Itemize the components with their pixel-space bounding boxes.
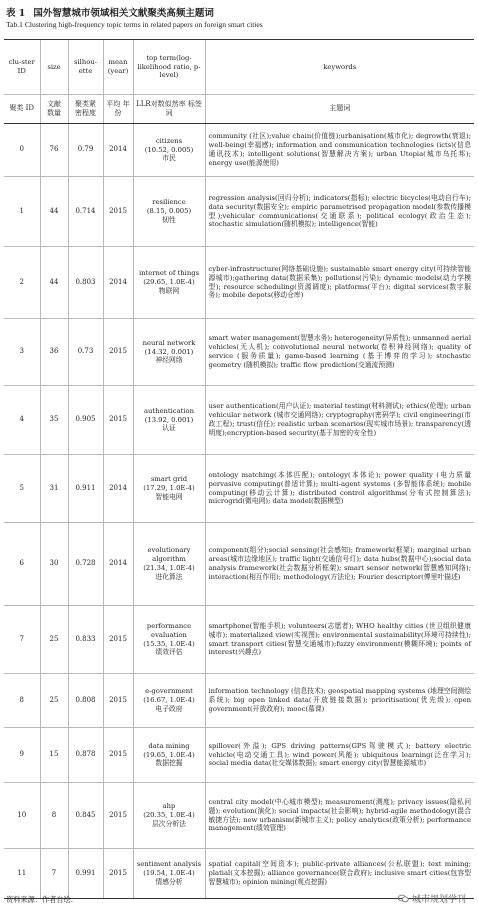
- size-cell: 30: [40, 523, 68, 606]
- watermark-text: 城市规划学刊: [411, 895, 466, 905]
- top-term-zh: 认证: [162, 424, 176, 433]
- top-term-cell: [133, 124, 205, 177]
- size-cell: 25: [40, 606, 68, 674]
- watermark: [398, 892, 466, 905]
- keywords-cell: community (社区);value chain(价值链);urbanisation(城市化); degrowth(衰退); well-being(幸福感); information and communication technologies (icts)(信息通讯技术); intelligent solutions(智慧解决方案); urban Utopia(城市乌托邦); energy use(能源使用): [205, 124, 474, 177]
- top-term-cell: [133, 247, 205, 319]
- size-cell: 36: [40, 319, 68, 386]
- top-term-en: sentiment analysis: [136, 860, 202, 869]
- header-size: size: [40, 40, 68, 95]
- top-term-zh: 进化算法: [155, 572, 183, 581]
- top-term-en: data mining: [148, 741, 190, 750]
- cluster-id-cell: 8: [4, 674, 40, 728]
- cluster-id-cell: 1: [4, 177, 40, 247]
- top-term-zh: 情感分析: [155, 877, 183, 886]
- header-row-en: [4, 40, 474, 95]
- wechat-icon: [398, 894, 409, 903]
- cluster-id-cell: 9: [4, 728, 40, 783]
- top-term-llr: (16.67, 1.0E-4): [143, 696, 195, 705]
- top-term-en: e-government: [145, 687, 193, 696]
- top-term-llr: (20.35, 1.0E-4): [143, 811, 195, 820]
- mean-year-cell: 2015: [103, 728, 133, 783]
- cluster-id-cell: 3: [4, 319, 40, 386]
- table-row: [4, 728, 474, 783]
- cluster-id-cell: 4: [4, 386, 40, 455]
- top-term-cell: [133, 849, 205, 899]
- cluster-id-cell: 0: [4, 124, 40, 177]
- top-term-en: performance evaluation: [146, 621, 192, 639]
- top-term-cell: [133, 523, 205, 606]
- keywords-cell: user authentication(用户认证); material testing(材料测试); ethics(伦理); urban vehicular network (城市交通网络); cryptography(密码学); civil engineering(市政工程); trust(信任); realistic urban scenarios(现实城市场景); transparency(透明度);encryption-based security(基于加密的安全性): [205, 386, 474, 455]
- top-term-en: resilience: [152, 198, 186, 207]
- top-term-cell: [133, 674, 205, 728]
- top-term-llr: (29.65, 1.0E-4): [143, 278, 195, 287]
- top-term-cell: [133, 177, 205, 247]
- header-silhouette: silhou-ette: [68, 40, 103, 95]
- table-number: 表 1: [6, 8, 26, 19]
- keywords-cell: central city model(中心城市模型); measurement(测度); privacy issues(隐私问题); evolution(演化); social impacts(社会影响); hybrid-agile methodology(混合敏捷方法); new urbanism(新城市主义); policy analytics(政策分析); performance management(绩效管理): [205, 783, 474, 849]
- size-cell: 44: [40, 247, 68, 319]
- top-term-en: internet of things: [138, 269, 200, 278]
- header-row-zh: [4, 95, 474, 124]
- size-cell: 44: [40, 177, 68, 247]
- silhouette-cell: 0.73: [68, 319, 103, 386]
- top-term-zh: 物联网: [158, 286, 180, 295]
- table-row: [4, 177, 474, 247]
- keywords-cell: ontology matching(本体匹配); ontology(本体论); power quality (电力质量 pervasive computing(普适计算); multi-agent systems (多智能体系统); mobile computing(移动云计算); distributed control algorithms(分布式控制算法); microgrid(微电网); data model(数据模型): [205, 455, 474, 523]
- top-term-zh: 神经网络: [155, 356, 183, 365]
- mean-year-cell: 2015: [103, 783, 133, 849]
- top-term-en: neural network: [142, 338, 196, 347]
- top-term-en: authentication: [143, 406, 195, 415]
- size-cell: 31: [40, 455, 68, 523]
- header-top-term: top term(log-likelihood ratio, p-level): [133, 40, 205, 95]
- silhouette-cell: 0.991: [68, 849, 103, 899]
- header-keywords-zh: 主题词: [205, 95, 474, 124]
- top-term-en: ahp: [162, 802, 176, 811]
- top-term-zh: 韧性: [162, 215, 176, 224]
- silhouette-cell: 0.714: [68, 177, 103, 247]
- mean-year-cell: 2014: [103, 523, 133, 606]
- header-mean-year-zh: 平均 年份: [103, 95, 133, 124]
- silhouette-cell: 0.808: [68, 674, 103, 728]
- top-term-cell: [133, 455, 205, 523]
- table-row: [4, 783, 474, 849]
- table-row: [4, 523, 474, 606]
- silhouette-cell: 0.79: [68, 124, 103, 177]
- mean-year-cell: 2014: [103, 247, 133, 319]
- size-cell: 15: [40, 728, 68, 783]
- top-term-zh: 绩效评估: [155, 648, 183, 657]
- top-term-llr: (15.35, 1.0E-4): [143, 639, 195, 648]
- top-term-zh: 电子政府: [155, 704, 183, 713]
- table-row: [4, 606, 474, 674]
- top-term-llr: (21.34, 1.0E-4): [143, 564, 195, 572]
- size-cell: 8: [40, 783, 68, 849]
- top-term-zh: 层次分析法: [152, 819, 186, 828]
- keywords-cell: spatial capital(空间资本); public-private alliances(公私联盟); text mining; platial(文本挖掘); alliance governance(联合政府); inclusive smart cities(包容型智慧城市); opinion mining(观点挖掘): [205, 849, 474, 899]
- mean-year-cell: 2015: [103, 606, 133, 674]
- top-term-llr: (14.32, 0.001): [144, 347, 194, 356]
- silhouette-cell: 0.845: [68, 783, 103, 849]
- size-cell: 35: [40, 386, 68, 455]
- top-term-llr: (19.54, 1.0E-4): [143, 869, 195, 878]
- header-cluster-id-zh: 聚类 ID: [4, 95, 40, 124]
- mean-year-cell: 2015: [103, 319, 133, 386]
- cluster-id-cell: 11: [4, 849, 40, 899]
- table-row: [4, 124, 474, 177]
- top-term-llr: (13.92, 0.001): [144, 415, 194, 424]
- table-row: [4, 674, 474, 728]
- cluster-id-cell: 7: [4, 606, 40, 674]
- table-caption-en: Tab.1 Clustering high-frequency topic terms in related papers on foreign smart cities: [6, 20, 263, 29]
- top-term-llr: (8.15, 0.005): [146, 207, 192, 216]
- top-term-llr: (19.65, 1.0E-4): [143, 750, 195, 759]
- cluster-id-cell: 6: [4, 523, 40, 606]
- keywords-cell: spillover(外溢); GPS driving patterns(GPS驾驶模式); battery electric vehicle(电动交通工具); wind power(风能); ubiquitous learning(泛在学习); social media data(社交媒体数据); smart energy city(智慧能源城市): [205, 728, 474, 783]
- table-title-zh: 国外智慧城市领域相关文献聚类高频主题词: [33, 8, 214, 19]
- header-cluster-id: clu-ster ID: [4, 40, 40, 95]
- cluster-table: [4, 39, 474, 899]
- keywords-cell: information technology (信息技术); geospatial mapping systems (地理空间测绘系统); big open linked data(开放链接数据); prioritisation(优先级); open government(开放政府); mooc(慕课): [205, 674, 474, 728]
- top-term-zh: 智能电网: [155, 492, 183, 501]
- top-term-en: smart grid: [150, 475, 188, 484]
- mean-year-cell: 2015: [103, 674, 133, 728]
- size-cell: 7: [40, 849, 68, 899]
- mean-year-cell: 2014: [103, 455, 133, 523]
- top-term-cell: [133, 386, 205, 455]
- keywords-cell: component(组分);social sensing(社会感知); framework(框架); marginal urban areas(城市边缘地区); traffic light(交通信号灯); data hubs(数据中心);social data analysis framework(社会数据分析框架); smart sensor network(智慧感知网络); interaction(相互作用); methodology(方法论); Fourier descriptor(傅里叶描述): [205, 523, 474, 606]
- top-term-zh: 市民: [162, 154, 176, 163]
- cluster-id-cell: 5: [4, 455, 40, 523]
- silhouette-cell: 0.905: [68, 386, 103, 455]
- silhouette-cell: 0.833: [68, 606, 103, 674]
- table-row: [4, 247, 474, 319]
- top-term-cell: [133, 319, 205, 386]
- top-term-zh: 数据挖掘: [155, 759, 183, 768]
- mean-year-cell: 2015: [103, 177, 133, 247]
- table-row: [4, 319, 474, 386]
- top-term-en: citizens: [155, 136, 183, 145]
- top-term-llr: (17.29, 1.0E-4): [143, 484, 195, 493]
- size-cell: 25: [40, 674, 68, 728]
- mean-year-cell: 2014: [103, 124, 133, 177]
- table-caption-zh: [6, 5, 214, 19]
- keywords-cell: regression analysis(回归分析); indicators(指标); electric bicycles(电动自行车); data security(数据安全); empiric parametrised propagation model(参数传播模型);vehicular communications(交通联系); political ecology(政治生态); stochastic simulation(随机模拟); intelligence(智能): [205, 177, 474, 247]
- keywords-cell: smartphone(智能手机); volunteers(志愿者); WHO healthy cities (世卫组织健康城市); materialized view(实视图); environmental sustainability(环境可持续性); smart transport cities(智慧交通城市);fuzzy environment(模糊环境); points of interest(兴趣点): [205, 606, 474, 674]
- source-note: 资料来源：作者自绘.: [6, 895, 73, 904]
- keywords-cell: smart water management(智慧水务); heterogeneity(异质性); unmanned aerial vehicles(无人机); convolutional neural network(卷积神经网络); quality of service (服务质量); game-based learning (基于博弈的学习); stochastic geometry (随机模拟); traffic flow prediction(交通流预测): [205, 319, 474, 386]
- cluster-id-cell: 10: [4, 783, 40, 849]
- top-term-cell: [133, 783, 205, 849]
- cluster-id-cell: 2: [4, 247, 40, 319]
- top-term-cell: [133, 606, 205, 674]
- header-top-term-zh: LLR对数似然率 标签词: [133, 95, 205, 124]
- silhouette-cell: 0.803: [68, 247, 103, 319]
- header-keywords: keywords: [205, 40, 474, 95]
- header-mean-year: mean (year): [103, 40, 133, 95]
- top-term-cell: [133, 728, 205, 783]
- keywords-cell: cyber-infrastructure(网络基础设施); sustainable smart energy city(可持续智能源城市);gathering data(数据采集); pollutions(污染); dynamic models(动力学模型); resource scheduling(资源调度); platforms(平台); digital services(数字服务); mobile depots(移动仓库): [205, 247, 474, 319]
- silhouette-cell: 0.728: [68, 523, 103, 606]
- header-silhouette-zh: 聚类紧 密程度: [68, 95, 103, 124]
- top-term-llr: (10.52, 0.005): [144, 145, 194, 154]
- mean-year-cell: 2015: [103, 386, 133, 455]
- mean-year-cell: 2015: [103, 849, 133, 899]
- table-row: [4, 849, 474, 899]
- table-row: [4, 455, 474, 523]
- header-size-zh: 文献 数量: [40, 95, 68, 124]
- table-row: [4, 386, 474, 455]
- silhouette-cell: 0.911: [68, 455, 103, 523]
- table-body: [4, 124, 474, 899]
- silhouette-cell: 0.878: [68, 728, 103, 783]
- size-cell: 76: [40, 124, 68, 177]
- top-term-en: evolutionary algorithm: [147, 546, 191, 564]
